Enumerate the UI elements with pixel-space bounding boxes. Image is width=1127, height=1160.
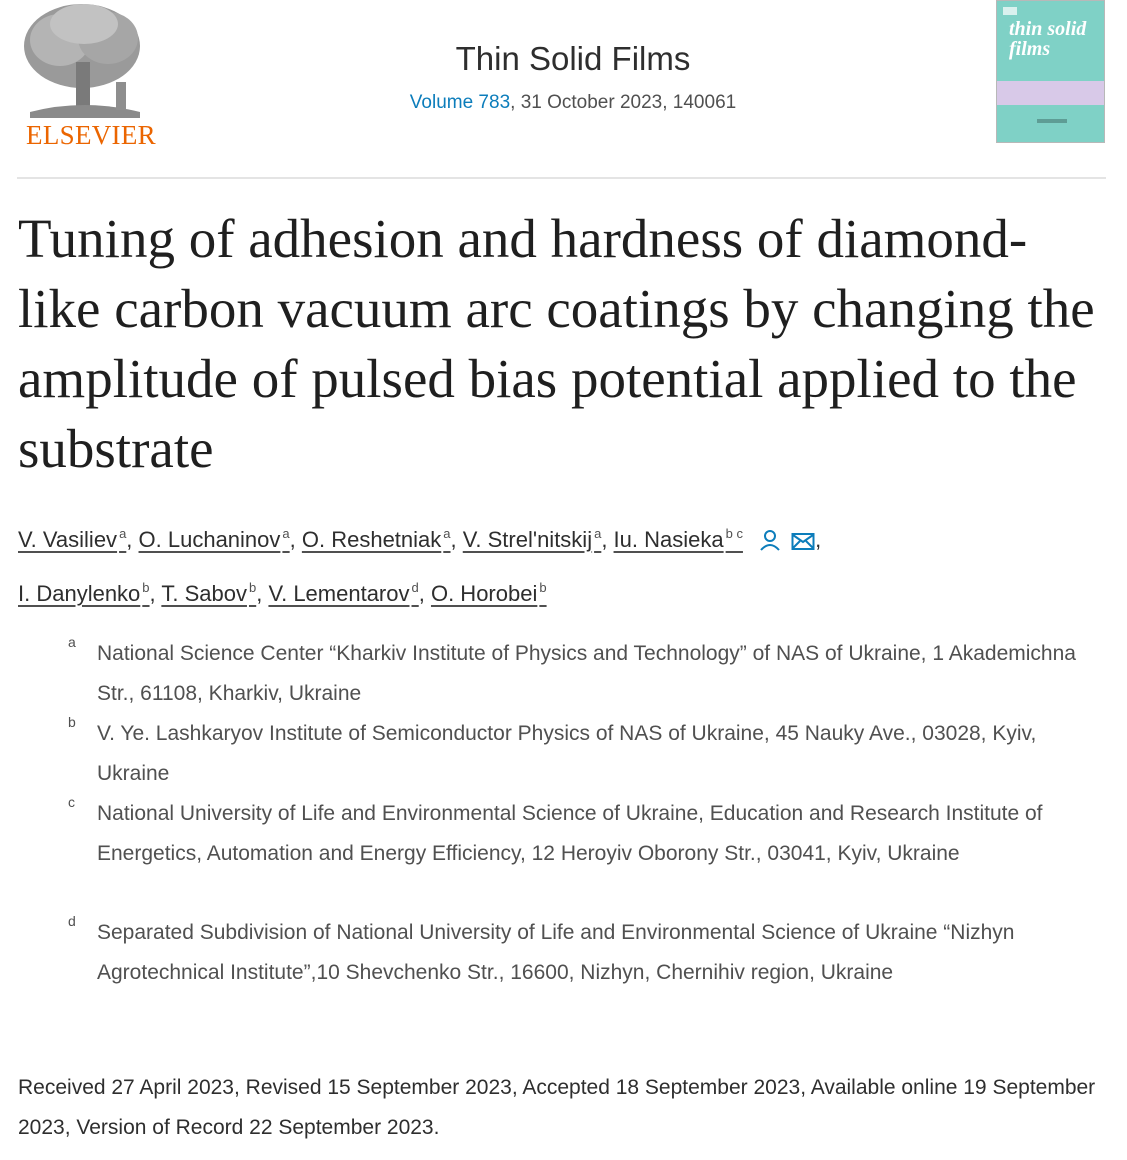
author-link[interactable]: T. Sabov $^b$ (161, 580, 257, 606)
author-link[interactable]: V. Strel'nitskij $^a$ (462, 526, 602, 552)
article-title: Tuning of adhesion and hardness of diamond-like carbon vacuum arc coatings by changing the amplitude of pulsed bias potential applied to the substrate (18, 208, 1095, 479)
cover-label (1037, 119, 1067, 123)
publisher-name: ELSEVIER (26, 120, 156, 150)
publisher-logo[interactable] (16, 2, 156, 152)
author-link[interactable]: O. Horobei $^b$ (430, 580, 547, 606)
cover-band (997, 81, 1104, 105)
affiliation-text: V. Ye. Lashkaryov Institute of Semiconductor Physics of NAS of Ukraine, 45 Nauky Ave., 03028, Kyiv, Ukraine (97, 722, 1037, 785)
author-link[interactable]: I. Danylenko $^b$ (18, 580, 150, 606)
cover-logo-mark (1003, 7, 1017, 15)
author-link[interactable]: O. Luchaninov $^a$ (138, 526, 290, 552)
issue-details: , 31 October 2023, 140061 (510, 92, 737, 113)
affiliation-text: National Science Center “Kharkiv Institute of Physics and Technology” of NAS of Ukraine, 1 Akademichna Str., 61108, Kharkiv, Ukraine (97, 642, 1076, 705)
affiliation-label: c (68, 794, 75, 810)
header-divider (17, 177, 1106, 179)
cover-title: thin solid films (1009, 18, 1087, 60)
author-link[interactable]: O. Reshetniak $^a$ (301, 526, 451, 552)
author-link[interactable]: V. Vasiliev $^a$ (18, 526, 127, 552)
affiliation-text: Separated Subdivision of National University of Life and Environmental Science of Ukraine “Nizhyn Agrotechnical Institute”,10 Shevchenko Str., 16600, Nizhyn, Chernihiv region, Ukraine (97, 921, 1015, 984)
affiliation-label: a (68, 634, 76, 650)
author-link[interactable]: V. Lementarov $^d$ (268, 580, 419, 606)
journal-title[interactable]: Thin Solid Films (455, 40, 691, 77)
journal-cover[interactable] (996, 0, 1105, 143)
affiliation-label: d (68, 913, 76, 929)
publication-dates: Received 27 April 2023, Revised 15 September 2023, Accepted 18 September 2023, Available online 19 September 2023, Version of Record 22 September 2023. (18, 1076, 1096, 1139)
affiliation-text: National University of Life and Environmental Science of Ukraine, Education and Research Institute of Energetics, Automation and Energy Efficiency, 12 Heroyiv Oborony Str., 03041, Kyiv, Ukraine (97, 802, 1043, 865)
author-list: V. Vasiliev $^a$, O. Luchaninov $^a$, O. Reshetniak $^a$, V. Strel'nitskij $^a$, Iu. Nasieka $^{b c}$ , I. Danylenko $^b$, T. Sabov $^b$, V. Lementarov $^d$, O. Horobei $^b$ (18, 512, 1108, 616)
envelope-icon[interactable] (791, 522, 815, 566)
issue-info (300, 92, 846, 114)
author-link (18, 527, 126, 552)
article-header (0, 0, 1127, 180)
affiliation-label: b (68, 714, 76, 730)
author-link[interactable]: Iu. Nasieka $^{b c}$ (613, 526, 743, 552)
volume-link[interactable]: Volume 783 (409, 92, 511, 113)
tree-logo-icon (20, 2, 150, 118)
person-icon[interactable] (759, 522, 781, 566)
